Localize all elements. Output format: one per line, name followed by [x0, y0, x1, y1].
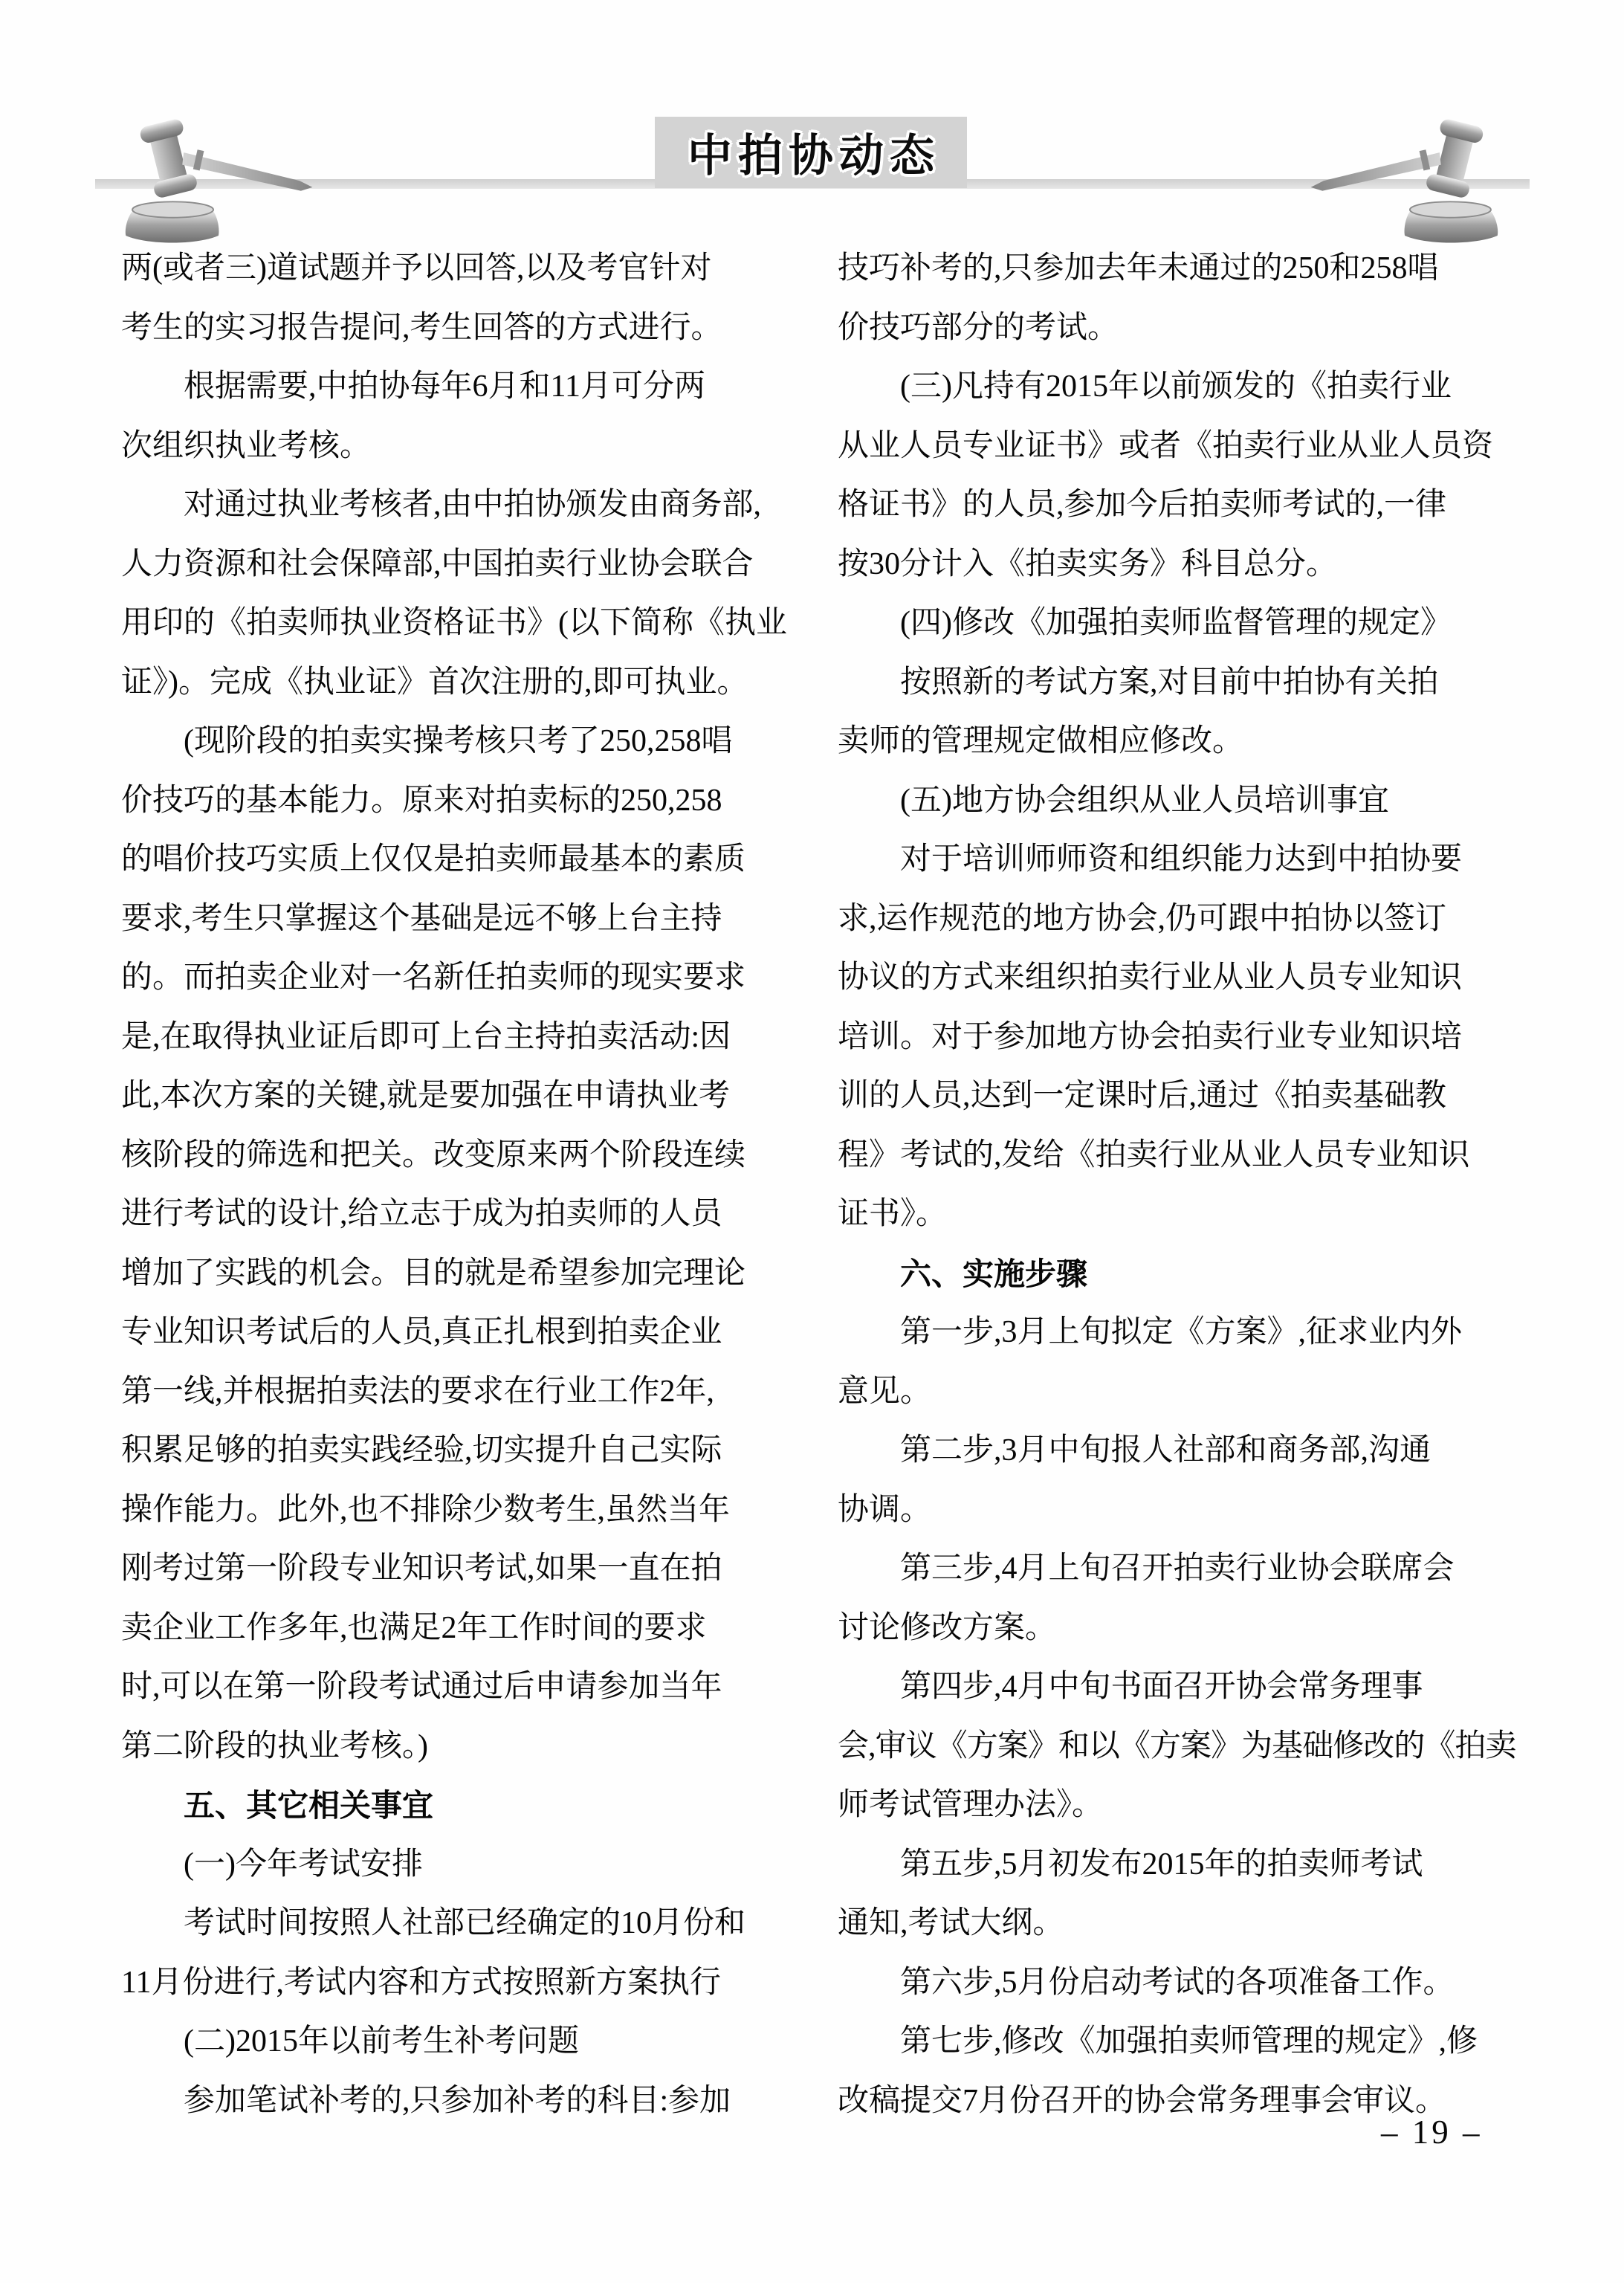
- text-line: (一)今年考试安排: [184, 1847, 423, 1882]
- heading-line: 六、实施步骤: [900, 1256, 1088, 1291]
- text-line: 协议的方式来组织拍卖行业从业人员专业知识: [838, 960, 1463, 995]
- text-line: (二)2015年以前考生补考问题: [184, 2024, 579, 2058]
- text-line: 第二步,3月中旬报人社部和商务部,沟通: [900, 1433, 1431, 1467]
- text-line: 对于培训师师资和组织能力达到中拍协要: [900, 842, 1463, 876]
- text-line: 按30分计入《拍卖实务》科目总分。: [838, 546, 1338, 581]
- text-line: 协调。: [838, 1492, 932, 1527]
- text-line: 两(或者三)道试题并予以回答,以及考官针对: [121, 251, 712, 285]
- text-line: 对通过执业考核者,由中拍协颁发由商务部,: [184, 488, 762, 522]
- text-line: (三)凡持有2015年以前颁发的《拍卖行业: [900, 369, 1452, 404]
- text-line: 格证书》的人员,参加今后拍卖师考试的,一律: [838, 488, 1447, 522]
- text-line: 考生的实习报告提问,考生回答的方式进行。: [121, 310, 722, 345]
- text-line: 卖师的管理规定做相应修改。: [838, 724, 1244, 758]
- text-line: 增加了实践的机会。目的就是希望参加完理论: [121, 1256, 746, 1291]
- text-line: 培训。对于参加地方协会拍卖行业专业知识培: [838, 1019, 1463, 1054]
- text-line: 此,本次方案的关键,就是要加强在申请执业考: [121, 1079, 731, 1113]
- text-line: 第七步,修改《加强拍卖师管理的规定》,修: [900, 2024, 1478, 2058]
- text-line: 专业知识考试后的人员,真正扎根到拍卖企业: [121, 1315, 722, 1349]
- text-line: 操作能力。此外,也不排除少数考生,虽然当年: [121, 1492, 731, 1527]
- gavel-icon: [107, 119, 324, 247]
- text-line: 第一步,3月上旬拟定《方案》,征求业内外: [900, 1315, 1463, 1349]
- left-column: [121, 239, 788, 2131]
- text-line: 核阶段的筛选和把关。改变原来两个阶段连续: [121, 1137, 746, 1172]
- text-line: 次组织执业考核。: [121, 428, 372, 463]
- text-line: 通知,考试大纲。: [838, 1906, 1064, 1940]
- section-title: 中拍协动态: [688, 131, 940, 181]
- page-number: – 19 –: [1381, 2114, 1483, 2151]
- section-title-box: [655, 117, 967, 188]
- text-line: 程》考试的,发给《拍卖行业从业人员专业知识: [838, 1137, 1470, 1172]
- text-line: 改稿提交7月份召开的协会常务理事会审议。: [838, 2083, 1447, 2118]
- text-line: 第六步,5月份启动考试的各项准备工作。: [900, 1965, 1455, 2000]
- text-line: 第四步,4月中旬书面召开协会常务理事: [900, 1670, 1423, 1704]
- text-line: (五)地方协会组织从业人员培训事宜: [900, 783, 1389, 818]
- text-line: 根据需要,中拍协每年6月和11月可分两: [184, 369, 705, 404]
- text-line: 价技巧的基本能力。原来对拍卖标的250,258: [121, 783, 722, 818]
- text-line: (现阶段的拍卖实操考核只考了250,258唱: [184, 724, 733, 758]
- text-line: 技巧补考的,只参加去年未通过的250和258唱: [838, 251, 1439, 285]
- text-line: 参加笔试补考的,只参加补考的科目:参加: [184, 2083, 731, 2118]
- text-line: 卖企业工作多年,也满足2年工作时间的要求: [121, 1610, 707, 1645]
- text-line: 训的人员,达到一定课时后,通过《拍卖基础教: [838, 1079, 1447, 1113]
- text-line: 时,可以在第一阶段考试通过后申请参加当年: [121, 1670, 722, 1704]
- text-line: 人力资源和社会保障部,中国拍卖行业协会联合: [121, 546, 754, 581]
- text-line: 师考试管理办法》。: [838, 1788, 1104, 1822]
- text-line: 第五步,5月初发布2015年的拍卖师考试: [900, 1847, 1423, 1882]
- text-line: 考试时间按照人社部已经确定的10月份和: [184, 1906, 746, 1940]
- right-column: [838, 239, 1516, 2131]
- text-line: 要求,考生只掌握这个基础是远不够上台主持: [121, 901, 722, 936]
- text-line: 求,运作规范的地方协会,仍可跟中拍协以签订: [838, 901, 1447, 936]
- text-line: 的。而拍卖企业对一名新任拍卖师的现实要求: [121, 960, 746, 995]
- text-line: 的唱价技巧实质上仅仅是拍卖师最基本的素质: [121, 842, 746, 876]
- text-line: 进行考试的设计,给立志于成为拍卖师的人员: [121, 1197, 722, 1231]
- text-line: 按照新的考试方案,对目前中拍协有关拍: [900, 665, 1439, 700]
- text-line: 第一线,并根据拍卖法的要求在行业工作2年,: [121, 1374, 715, 1409]
- text-line: 会,审议《方案》和以《方案》为基础修改的《拍卖: [838, 1728, 1516, 1763]
- text-line: 从业人员专业证书》或者《拍卖行业从业人员资: [838, 428, 1494, 463]
- heading-line: 五、其它相关事宜: [184, 1788, 434, 1823]
- text-line: 刚考过第一阶段专业知识考试,如果一直在拍: [121, 1551, 722, 1586]
- text-line: 第二阶段的执业考核。): [121, 1728, 428, 1763]
- text-line: 证》)。完成《执业证》首次注册的,即可执业。: [121, 665, 748, 700]
- text-line: 第三步,4月上旬召开拍卖行业协会联席会: [900, 1551, 1455, 1586]
- text-line: 证书》。: [838, 1197, 948, 1231]
- text-line: (四)修改《加强拍卖师监督管理的规定》: [900, 606, 1452, 640]
- gavel-icon: [1299, 119, 1516, 247]
- text-line: 用印的《拍卖师执业资格证书》(以下简称《执业: [121, 606, 787, 640]
- text-line: 是,在取得执业证后即可上台主持拍卖活动:因: [121, 1019, 731, 1054]
- text-line: 讨论修改方案。: [838, 1610, 1057, 1645]
- text-line: 积累足够的拍卖实践经验,切实提升自己实际: [121, 1433, 722, 1467]
- text-line: 意见。: [838, 1374, 932, 1409]
- text-line: 价技巧部分的考试。: [838, 310, 1119, 345]
- text-line: 11月份进行,考试内容和方式按照新方案执行: [121, 1965, 721, 2000]
